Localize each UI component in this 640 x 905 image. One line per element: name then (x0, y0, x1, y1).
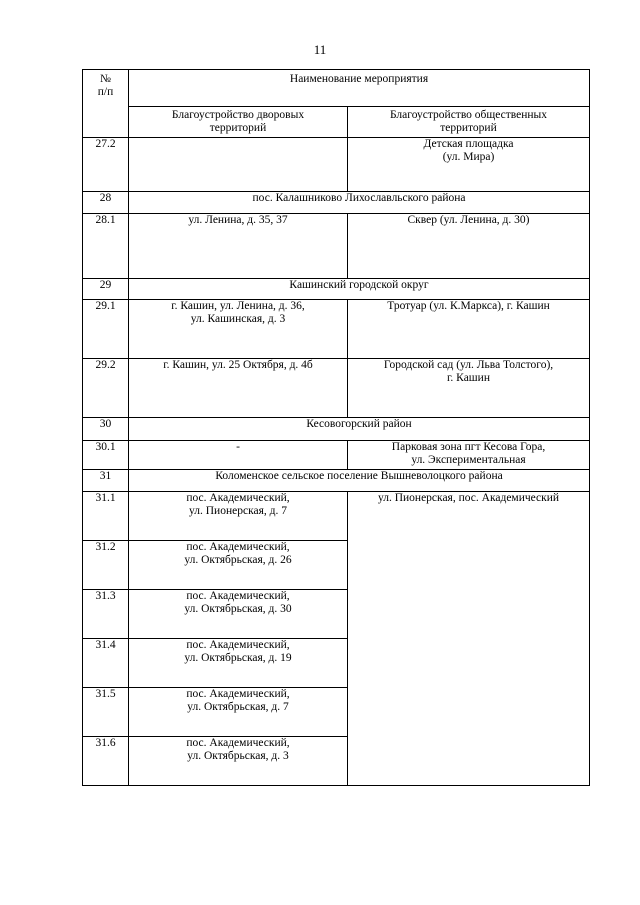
yard-cell: пос. Академический, ул. Октябрьская, д. 3 (129, 737, 348, 786)
public-cell: Детская площадка (ул. Мира) (348, 138, 590, 192)
row-num: 29.2 (83, 359, 129, 418)
row-num: 28.1 (83, 214, 129, 279)
section-title: Коломенское сельское поселение Вышневолоцкого района (129, 470, 590, 492)
header-yard-cell: Благоустройство дворовых территорий (129, 107, 348, 138)
row-num: 29 (83, 279, 129, 300)
public-cell: Городской сад (ул. Льва Толстого), г. Кашин (348, 359, 590, 418)
public-cell: Сквер (ул. Ленина, д. 30) (348, 214, 590, 279)
row-num: 31.1 (83, 492, 129, 541)
section-title: Кесовогорский район (129, 418, 590, 441)
activities-table (82, 69, 590, 786)
table-row (83, 300, 590, 359)
page-number: 11 (313, 42, 327, 57)
header-title-cell: Наименование мероприятия (129, 70, 590, 107)
row-num: 30.1 (83, 441, 129, 470)
table-row (83, 138, 590, 192)
yard-cell: пос. Академический, ул. Октябрьская, д. 30 (129, 590, 348, 639)
row-num: 29.1 (83, 300, 129, 359)
row-num: 31.4 (83, 639, 129, 688)
yard-cell (129, 138, 348, 192)
row-num: 28 (83, 192, 129, 214)
table-row (83, 359, 590, 418)
table-row (83, 214, 590, 279)
yard-cell: - (129, 441, 348, 470)
public-cell-merged: ул. Пионерская, пос. Академический (348, 492, 590, 786)
row-num: 27.2 (83, 138, 129, 192)
section-row (83, 279, 590, 300)
row-num: 31.2 (83, 541, 129, 590)
section-row (83, 418, 590, 441)
header-public-cell: Благоустройство общественных территорий (348, 107, 590, 138)
public-cell: Парковая зона пгт Кесова Гора, ул. Экспериментальная (348, 441, 590, 470)
row-num: 31.6 (83, 737, 129, 786)
table-row (83, 492, 590, 541)
header-num-cell: № п/п (83, 70, 129, 138)
table-row (83, 441, 590, 470)
section-row (83, 192, 590, 214)
yard-cell: ул. Ленина, д. 35, 37 (129, 214, 348, 279)
row-num: 31.5 (83, 688, 129, 737)
header-row (83, 70, 590, 107)
header-subrow (83, 107, 590, 138)
row-num: 31 (83, 470, 129, 492)
yard-cell: пос. Академический, ул. Октябрьская, д. 19 (129, 639, 348, 688)
section-title: Кашинский городской округ (129, 279, 590, 300)
yard-cell: пос. Академический, ул. Октябрьская, д. 26 (129, 541, 348, 590)
yard-cell: пос. Академический, ул. Пионерская, д. 7 (129, 492, 348, 541)
public-cell: Тротуар (ул. К.Маркса), г. Кашин (348, 300, 590, 359)
yard-cell: г. Кашин, ул. 25 Октября, д. 4б (129, 359, 348, 418)
yard-cell: пос. Академический, ул. Октябрьская, д. 7 (129, 688, 348, 737)
row-num: 31.3 (83, 590, 129, 639)
yard-cell: г. Кашин, ул. Ленина, д. 36, ул. Кашинская, д. 3 (129, 300, 348, 359)
section-row (83, 470, 590, 492)
section-title: пос. Калашниково Лихославльского района (129, 192, 590, 214)
row-num: 30 (83, 418, 129, 441)
